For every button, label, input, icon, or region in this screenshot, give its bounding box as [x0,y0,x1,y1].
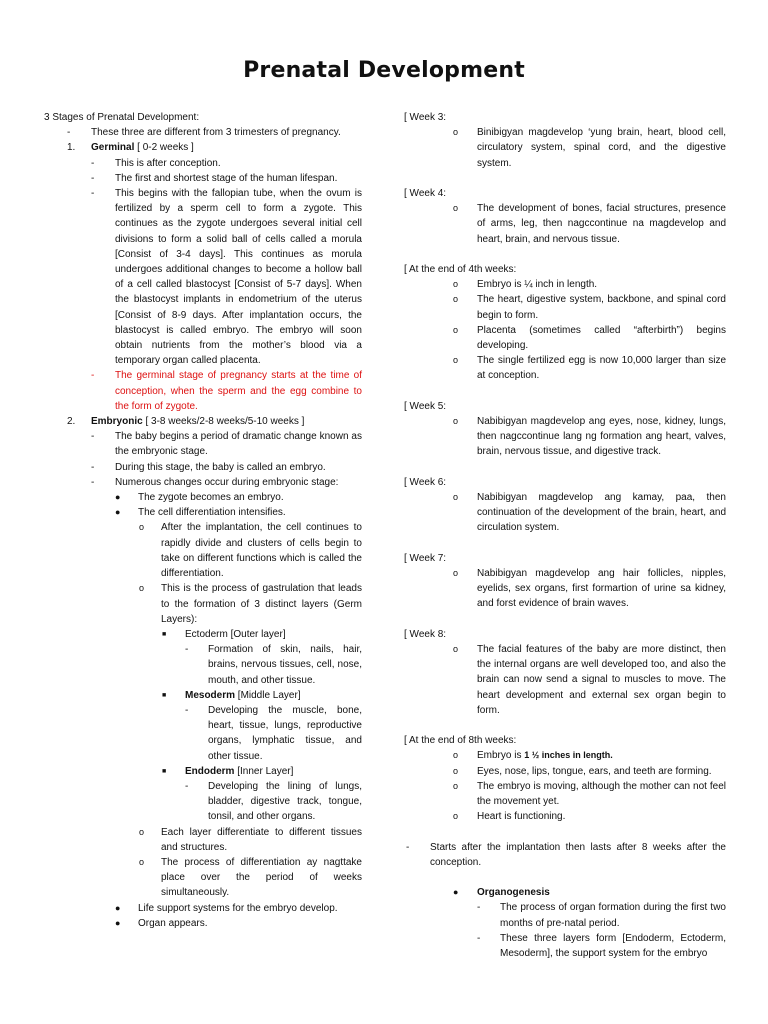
circle-marker: o [453,203,459,214]
week-text: Nabibigyan magdevelop ang hair follicles, nipples, eyelids, sex organs, first formartion of urine sa kidney, and forst evidence of brain waves. [477,568,726,610]
list-item [44,901,362,916]
embryonic-subpoint: This is the process of gastrulation that leads to the formation of 3 distinct layers (Germ Layers): [161,583,362,625]
week-label: [ Week 5: [404,400,447,412]
right-column [404,110,726,961]
stage-range: [ 3-8 weeks/2-8 weeks/5-10 weeks ] [142,416,305,428]
week-label: [ Week 6: [404,476,447,488]
list-item [44,825,362,855]
list-item [404,931,726,961]
circle-marker: o [453,294,459,305]
list-item [404,414,726,460]
list-item [44,171,362,186]
circle-marker: o [453,324,459,335]
circle-marker: o [453,279,459,290]
list-item [404,900,726,930]
week-text: Embryo is ¼ inch in length. [477,279,598,291]
dash-marker: - [91,461,95,473]
embryonic-subpoint: Each layer differentiate to different tissues and structures. [161,826,362,853]
stage-number: 1. [67,142,76,154]
germ-layer-endoderm [44,764,362,779]
embryonic-bullet: The cell differentiation intensifies. [138,507,286,519]
week-label: [ At the end of 4th weeks: [404,264,517,275]
germ-layer-ectoderm [44,627,362,642]
circle-marker: o [453,127,459,138]
bullet-marker: ● [115,507,121,518]
dash-marker: - [91,188,95,200]
week-text-bold: 1 ½ inches in length. [524,750,613,761]
circle-marker: o [139,522,145,533]
bullet-marker: ● [115,917,121,928]
list-item [404,748,726,763]
circle-marker: o [453,355,459,366]
list-item [44,460,362,475]
dash-marker: - [185,704,189,716]
circle-marker: o [453,492,459,503]
square-marker: ■ [162,691,167,699]
list-item [44,703,362,764]
week-text: Nabibigyan magdevelop ang kamay, paa, then continuation of the development of the brain, heart, and circulation system. [477,492,726,534]
list-item [404,840,726,870]
organogenesis-heading [404,885,726,900]
week-text: Embryo is [477,750,525,762]
list-item [404,764,726,779]
list-item [44,520,362,581]
dash-marker: - [91,157,95,169]
germinal-highlight-text: The germinal stage of pregnancy starts at the time of conception, when the sperm and the egg combine to the form of zygote. [115,370,362,412]
circle-marker: o [453,765,459,776]
bullet-marker: ● [115,492,121,503]
embryonic-bullet: The zygote becomes an embryo. [138,492,284,504]
germ-layer-mesoderm [44,688,362,703]
stage-range: [ 0-2 weeks ] [134,142,194,154]
list-item [404,201,726,247]
layer-tag: [Outer layer] [227,628,286,640]
embryonic-bullet: Organ appears. [138,917,208,929]
week-text: Nabibigyan magdevelop ang eyes, nose, kidney, lungs, then nagccontinue lang ng formation ang heart, valves, brain, nervous tissue, and digestive track. [477,416,726,458]
circle-marker: o [139,583,145,594]
bullet-marker: ● [115,902,121,913]
organogenesis-text: The process of organ formation during the first two months of pre-natal period. [500,902,726,929]
week-text: The facial features of the baby are more distinct, then the internal organs are well developed too, and also the brain can now send a signal to muscles to move. The heart development and external sex organ begin to form. [477,644,726,716]
embryonic-bullet: Life support systems for the embryo develop. [138,902,338,914]
week-text: Heart is functioning. [477,811,566,823]
circle-marker: o [453,644,459,655]
dash-marker: - [406,841,410,853]
week-text: The single fertilized egg is now 10,000 larger than size at conception. [477,355,726,382]
list-item [404,353,726,383]
dash-marker: - [91,476,95,488]
layer-tag: [Middle Layer] [235,689,301,701]
list-item [404,125,726,171]
list-item [44,779,362,825]
embryonic-duration-text: Starts after the implantation then lasts after 8 weeks after the conception. [430,841,726,868]
circle-marker: o [139,826,145,837]
layer-description: Formation of skin, nails, hair, brains, nervous tissues, cell, nose, mouth, and other tissue. [208,644,362,686]
square-marker: ■ [162,630,167,638]
stage-number: 2. [67,416,76,428]
week-text: The heart, digestive system, backbone, and spinal cord begin to form. [477,294,726,321]
dash-marker: - [477,902,481,914]
list-item [404,490,726,536]
intro-text: These three are different from 3 trimesters of pregnancy. [91,127,341,139]
list-item [44,855,362,901]
embryonic-subpoint: The process of differentiation ay nagttake place over the period of weeks simultaneously. [161,856,362,899]
germinal-text: This is after conception. [115,157,221,169]
list-item [404,566,726,612]
week-label: [ Week 3: [404,112,447,123]
germinal-text: The first and shortest stage of the human lifespan. [115,172,338,184]
germinal-text: This begins with the fallopian tube, when the ovum is fertilized by a sperm cell to form a zygote. This continues as the zygote undergoes several initial cell divisions to form a solid ball of cells called a morula [Consist of 3-4 days]. This continues as morula undergoes additional changes to become a hollow ball of a cell called blastocyst [Consist of 5-7 days]. When the blastocyst implants in endometrium of the uterus [Consist of 8-9 days. After implantation occurs, the blastocyst is called embryo. The embryo will soon obtain nutrients from the mother’s blood via a temporary organ called placenta. [115,188,362,367]
week-label: [ Week 7: [404,552,447,564]
list-item [44,490,362,505]
dash-marker: - [91,172,95,184]
embryonic-text: Numerous changes occur during embryonic stage: [115,476,339,488]
circle-marker: o [453,811,459,822]
list-item [404,323,726,353]
layer-name: Ectoderm [185,628,228,640]
bullet-marker: ● [453,887,459,898]
circle-marker: o [453,780,459,791]
list-item [404,292,726,322]
dash-marker: - [185,644,189,656]
dash-marker: - [67,127,71,139]
page-title: Prenatal Development [243,58,525,83]
week-text: Binibigyan magdevelop ‘yung brain, heart, blood cell, circulatory system, spinal cord, and the digestive system. [477,127,726,169]
list-item [404,642,726,718]
left-column [44,110,362,931]
week-text: Placenta (sometimes called “afterbirth”) begins developing. [477,324,726,352]
list-item [44,429,362,459]
square-marker: ■ [162,767,167,775]
stages-heading: 3 Stages of Prenatal Development: [44,112,200,123]
list-item [44,916,362,931]
list-item [44,186,362,368]
embryonic-text: The baby begins a period of dramatic change known as the embryonic stage. [115,431,362,458]
list-item [404,809,726,824]
dash-marker: - [477,932,481,944]
dash-marker: - [185,780,189,792]
layer-description: Developing the lining of lungs, bladder, digestive track, tongue, tonsil, and other organs. [208,780,362,823]
list-item [44,125,362,140]
organogenesis-text: These three layers form [Endoderm, Ectoderm, Mesoderm], the support system for the embryo [500,932,726,960]
list-item [44,156,362,171]
dash-marker: - [91,431,95,443]
embryonic-text: During this stage, the baby is called an embryo. [115,461,326,473]
list-item [404,277,726,292]
circle-marker: o [453,750,459,761]
circle-marker: o [139,856,145,867]
list-item [44,642,362,688]
circle-marker: o [453,568,459,579]
list-item [404,779,726,809]
layer-name: Endoderm [185,765,235,777]
circle-marker: o [453,416,459,427]
layer-description: Developing the muscle, bone, heart, tissue, lungs, reproductive organs, lymphatic tissue, and other tissue. [208,704,362,762]
week-text: The development of bones, facial structures, presence of arms, leg, then nagccontinue na magdevelop and heart, brain, and nervous tissue. [477,203,726,245]
layer-tag: [Inner Layer] [234,765,294,777]
week-label: [ Week 8: [404,628,447,640]
week-label: [ Week 4: [404,188,447,199]
stage-name: Embryonic [91,416,143,428]
list-item [44,368,362,414]
stage-name: Germinal [91,142,135,154]
week-text: The embryo is moving, although the mother can not feel the movement yet. [477,780,726,808]
stage-germinal [44,140,362,155]
organogenesis-title: Organogenesis [477,887,550,899]
layer-name: Mesoderm [185,689,236,701]
list-item [44,505,362,520]
week-text: Eyes, nose, lips, tongue, ears, and teeth are forming. [477,765,712,777]
dash-marker: - [91,370,95,382]
stage-embryonic [44,414,362,429]
list-item [44,475,362,490]
list-item [44,581,362,627]
week-label: [ At the end of 8th weeks: [404,735,517,747]
embryonic-subpoint: After the implantation, the cell continues to rapidly divide and clusters of cells begin to take on different functions which is called the differentiation. [161,522,362,580]
